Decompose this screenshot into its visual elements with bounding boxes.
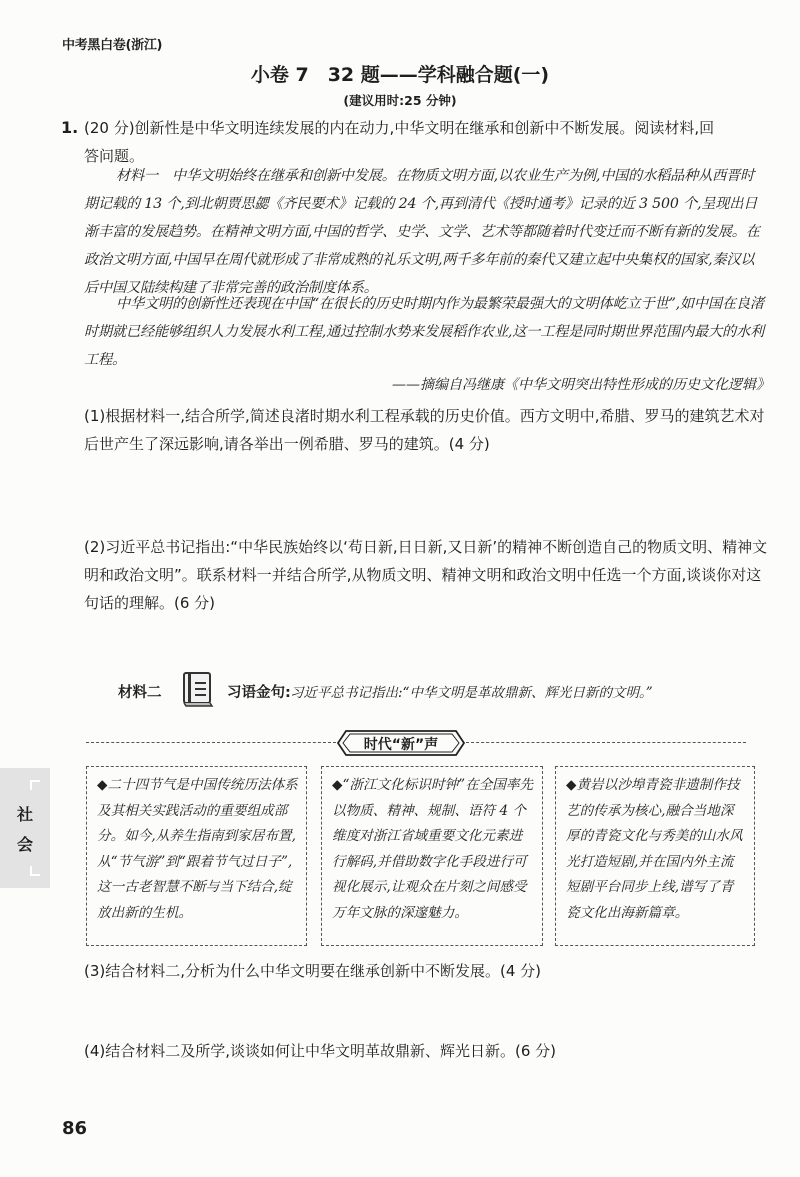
side-tab-char: 会 [16, 835, 33, 854]
material1-source: ——摘编自冯继康《中华文明突出特性形成的历史文化逻辑》 [392, 377, 770, 393]
side-tab-text [0, 800, 50, 860]
book-icon [180, 670, 216, 708]
quote-text: 习近平总书记指出:“中华文明是革故鼎新、辉光日新的文明。” [290, 685, 653, 701]
news-card-celadon: ◆黄岩以沙埠青瓷非遗制作技艺的传承为核心,融合当地深厚的青瓷文化与秀美的山水风光打造短剧,并在国内外主流短剧平台同步上线,谱写了青瓷文化出海新篇章。 [555, 766, 755, 946]
banner-title: 时代“新”声 [363, 737, 439, 753]
side-tab-corner [30, 866, 40, 876]
subquestion-2: (2)习近平总书记指出:“中华民族始终以‘苟日新,日日新,又日新’的精神不断创造自己的物质文明、精神文明和政治文明”。联系材料一并结合所学,从物质文明、精神文明和政治文明中任选一个方面,谈谈你对这句话的理解。(6 分) [84, 538, 768, 612]
question-intro-line1: (20 分)创新性是中华文明连续发展的内在动力,中华文明在继承和创新中不断发展。阅读材料,回 [84, 119, 715, 137]
divider-left [86, 742, 336, 743]
divider-right [466, 742, 746, 743]
page-number: 86 [62, 1118, 88, 1139]
page-title: 小卷 7 32 题——学科融合题(一) [250, 64, 550, 86]
series-header: 中考黑白卷(浙江) [62, 38, 163, 53]
subquestion-4: (4)结合材料二及所学,谈谈如何让中华文明革故鼎新、辉光日新。(6 分) [84, 1042, 557, 1060]
material1-paragraph1: 材料一 中华文明始终在继承和创新中发展。在物质文明方面,以农业生产为例,中国的水稻品种从西晋时期记载的 13 个,到北朝贾思勰《齐民要术》记载的 24 个,再到清代《授时通考》记录的近 3 500 个,呈现出日渐丰富的发展趋势。在精神文明方面,中国的哲学、史学、文学、艺术等都随着时代变迁而不断有新的发展。在政治文明方面,中国早在周代就形成了非常成熟的礼乐文明,两千多年前的秦代又建立起中央集权的国家,秦汉以后中国又陆续构建了非常完善的政治制度体系。 [84, 168, 760, 296]
question-intro-line2: 答问题。 [84, 147, 145, 165]
subquestion-3: (3)结合材料二,分析为什么中华文明要在继承创新中不断发展。(4 分) [84, 962, 542, 980]
side-tab-corner [30, 780, 40, 790]
material2-label: 材料二 [118, 685, 162, 701]
question-number: 1. [61, 118, 79, 137]
subquestion-1: (1)根据材料一,结合所学,简述良渚时期水利工程承载的历史价值。西方文明中,希腊、罗马的建筑艺术对后世产生了深远影响,请各举出一例希腊、罗马的建筑。(4 分) [84, 407, 765, 453]
side-tab-label [0, 800, 50, 860]
suggested-time: (建议用时:25 分钟) [343, 93, 457, 108]
news-card-zhejiang-clock: ◆“浙江文化标识时钟”在全国率先以物质、精神、规制、语符 4 个维度对浙江省域重要文化元素进行解码,并借助数字化手段进行可视化展示,让观众在片刻之间感受万年文脉的深邃魅力。 [321, 766, 543, 946]
news-card-solar-terms: ◆二十四节气是中国传统历法体系及其相关实践活动的重要组成部分。如今,从养生指南到家居布置,从“节气游”到“跟着节气过日子”,这一古老智慧不断与当下结合,绽放出新的生机。 [86, 766, 307, 946]
quote-label: 习语金句: [227, 685, 291, 701]
side-tab-char: 社 [16, 805, 33, 824]
material1-paragraph2: 中华文明的创新性还表现在中国“在很长的历史时期内作为最繁荣最强大的文明体屹立于世”,如中国在良渚时期就已经能够组织人力发展水利工程,通过控制水势来发展稻作农业,这一工程是同时期世界范围内最大的水利工程。 [84, 296, 765, 368]
